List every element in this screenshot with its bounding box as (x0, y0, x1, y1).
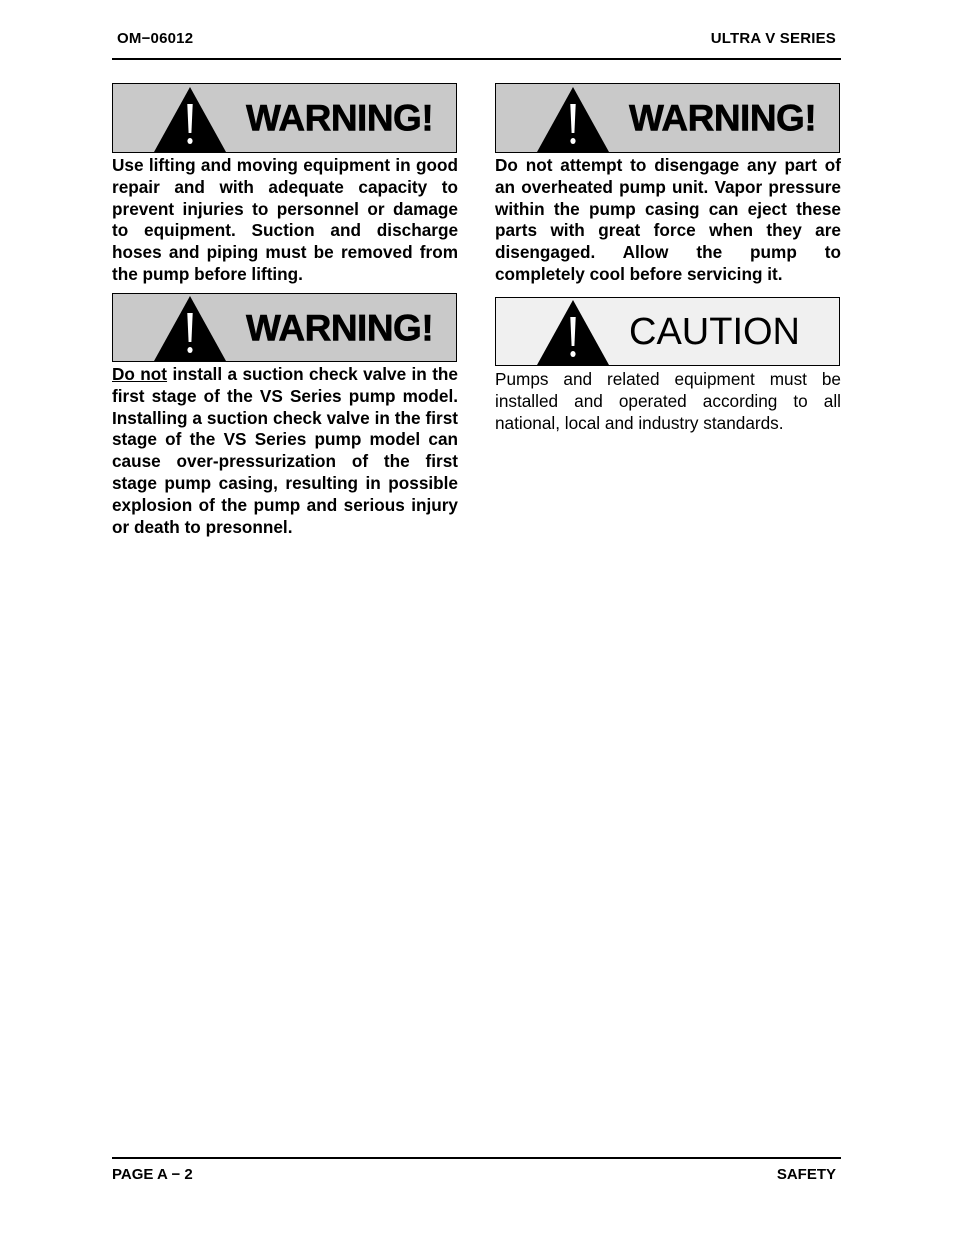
section-name: SAFETY (776, 1166, 836, 1183)
caution-text: Pumps and related equipment must be installed and operated according to all national, local and industry standards. (495, 369, 841, 433)
warning-3-text: Do not attempt to disengage any part of an overheated pump unit. Vapor pressure within the pump casing can eject these parts with great force when they are disengaged. Allow the pump to completely cool before servicing it. (495, 155, 841, 284)
warning-signal-word: WARNING! (246, 97, 434, 139)
warning-2-body: install a suction check valve in the first stage of the VS Series pump model. Installing a suction check valve in the first stage of the VS Series pump model can cause over-pressurization of the first stage pump casing, resulting in possible explosion of the pump and serious injury or death to presonnel. (112, 364, 458, 537)
warning-panel-2 (112, 293, 457, 362)
caution-triangle-icon (536, 299, 610, 366)
warning-1-text: Use lifting and moving equipment in good repair and with adequate capacity to prevent injuries to personnel or damage to equipment. Suction and discharge hoses and piping must be removed from the pump before lifting. (112, 155, 458, 284)
warning-triangle-icon (153, 295, 227, 362)
caution-signal-word: CAUTION (629, 310, 800, 353)
warning-panel-1 (112, 83, 457, 153)
header-rule (112, 58, 841, 60)
warning-triangle-icon (536, 86, 610, 153)
series-title: ULTRA V SERIES (710, 30, 836, 47)
warning-2-emphasis: Do not (112, 364, 168, 384)
warning-panel-3 (495, 83, 840, 153)
warning-2-text (112, 364, 458, 538)
footer-rule (112, 1157, 841, 1159)
warning-signal-word: WARNING! (629, 97, 817, 139)
warning-signal-word: WARNING! (246, 307, 434, 348)
doc-number: OM−06012 (117, 30, 194, 47)
page-number: PAGE A − 2 (112, 1166, 193, 1183)
warning-triangle-icon (153, 86, 227, 153)
caution-panel (495, 297, 840, 366)
